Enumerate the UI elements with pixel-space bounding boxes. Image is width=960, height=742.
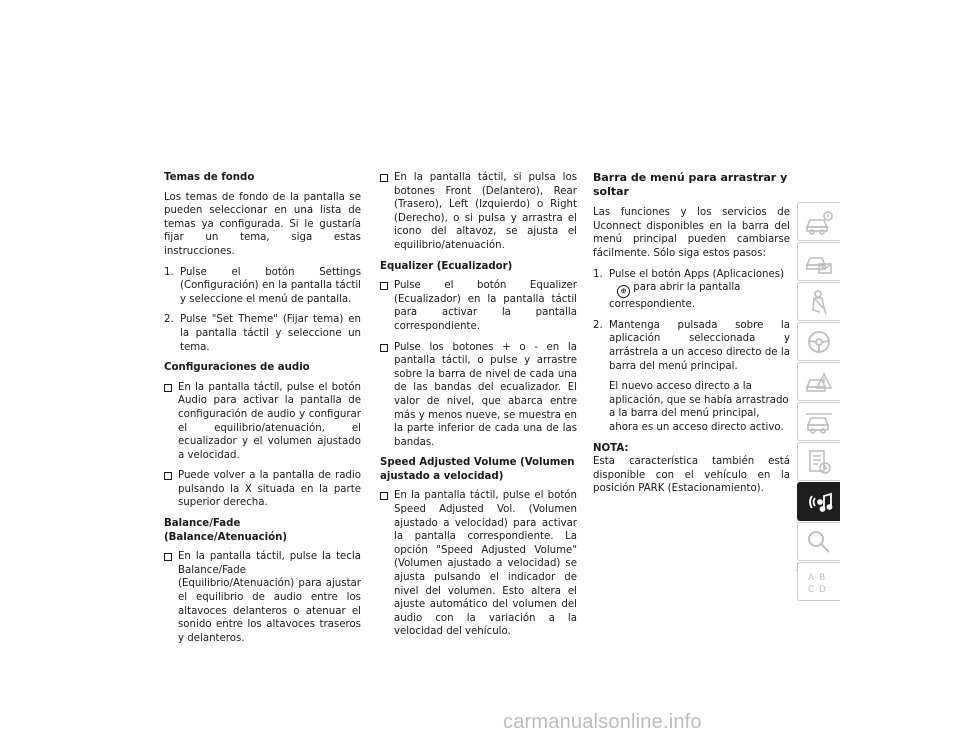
bullet-item — [164, 469, 361, 510]
step-item — [164, 313, 361, 354]
car-info-icon — [804, 208, 834, 236]
step-number: 1. — [593, 268, 603, 280]
watermark: carmanualsonline.info — [503, 711, 702, 733]
step-text: Mantenga pulsada sobre la aplicación seleccionada y arrástrela a un acceso directo de la barra del menú principal. — [609, 319, 790, 372]
step-note: El nuevo acceso directo a la aplicación, que se había arrastrado a la barra del menú principal, ahora es un acceso directo activo. — [609, 381, 789, 433]
step-number: 1. — [164, 266, 174, 278]
bullet-text: En la pantalla táctil, pulse el botón Speed Adjusted Vol. (Volumen ajustado a velocidad) para activar la pantalla correspondiente. La opción "Speed Adjusted Volume" (Volumen ajustado a velocidad) se ajusta pulsando el indicador de nivel del volumen. Esto altera el ajuste automático del volumen del audio con la variación a la velocidad del vehículo. — [394, 490, 577, 638]
warning-car-icon — [804, 368, 834, 396]
bullet-item — [380, 279, 577, 333]
bullet-item — [380, 171, 577, 253]
checkbox-bullet-icon — [380, 282, 388, 290]
tab-multimedia[interactable] — [797, 482, 840, 521]
svg-text:C: C — [808, 584, 815, 595]
heading-speed-adjusted-volume: Speed Adjusted Volume (Volumen ajustado a velocidad) — [380, 457, 575, 482]
heading-audio: Configuraciones de audio — [164, 362, 310, 374]
note-label: NOTA: — [593, 442, 629, 454]
column-right — [593, 171, 790, 503]
column-left — [164, 171, 361, 652]
bullet-item — [380, 341, 577, 450]
bullet-item — [164, 381, 361, 463]
heading-temas: Temas de fondo — [164, 172, 255, 183]
note-text: Esta característica también está disponible con el vehículo en la posición PARK (Estacionamiento). — [593, 456, 790, 495]
step-text: Pulse el botón Apps (Aplicaciones) — [609, 268, 785, 280]
svg-text:B: B — [819, 572, 826, 583]
checkbox-bullet-icon — [164, 553, 172, 561]
bullet-text: En la pantalla táctil, pulse la tecla Balance/Fade (Equilibrio/Atenuación) para ajustar el equilibrio de audio entre los altavoces delanteros o atenuar el sonido entre los altavoces traseros y delanteros. — [178, 551, 361, 644]
checkbox-bullet-icon — [164, 384, 172, 392]
column-middle — [380, 171, 577, 646]
step-text-continued: para abrir la pantalla correspondiente. — [609, 282, 741, 311]
svg-text:D: D — [819, 584, 826, 595]
bullet-text: En la pantalla táctil, pulse el botón Audio para activar la pantalla de configuración de audio y configurar el equilibrio/atenuación, el ecualizador y el volumen ajustado a velocidad. — [178, 381, 361, 461]
bullet-item — [164, 550, 361, 645]
service-car-icon — [804, 408, 834, 436]
heading-equalizer: Equalizer (Ecualizador) — [380, 260, 513, 272]
bullet-text: Pulse los botones + o - en la pantalla táctil, o pulse y arrastre sobre la barra de nivel de cada una de las bandas del ecualizador. El valor de nivel, que abarca entre más y menos nueve, se muestra en la parte inferior de cada una de las bandas. — [394, 341, 577, 448]
tab-index[interactable] — [797, 562, 840, 601]
step-item — [593, 319, 790, 373]
checkbox-bullet-icon — [380, 344, 388, 352]
checkbox-bullet-icon — [164, 472, 172, 480]
step-text: Pulse "Set Theme" (Fijar tema) en la pantalla táctil y seleccione un tema. — [180, 314, 361, 353]
steering-wheel-icon — [804, 328, 834, 356]
tab-search[interactable] — [797, 522, 840, 561]
step-text: Pulse el botón Settings (Configuración) en la pantalla táctil y seleccione el menú de pantalla. — [180, 266, 361, 305]
apps-icon: ⊕ — [617, 285, 630, 298]
step-number: 2. — [164, 314, 174, 326]
tab-steering-wheel[interactable] — [797, 322, 840, 361]
index-icon — [804, 568, 834, 596]
svg-text:A: A — [808, 572, 815, 583]
paragraph-temas: Los temas de fondo de la pantalla se pueden seleccionar en una lista de temas ya configurada. Si le gustaría fijar un tema, siga estas instrucciones. — [164, 191, 361, 257]
tab-car-message[interactable] — [797, 242, 840, 281]
paragraph-intro: Las funciones y los servicios de Uconnect disponibles en la barra del menú principal pueden cambiarse fácilmente. Sólo siga estos pasos: — [593, 207, 790, 259]
heading-menu-bar: Barra de menú para arrastrar y soltar — [593, 171, 788, 198]
step-number: 2. — [593, 319, 603, 331]
maintenance-list-icon — [804, 448, 834, 476]
bullet-text: Puede volver a la pantalla de radio pulsando la X situada en la parte superior derecha. — [178, 470, 361, 509]
tab-car-info[interactable] — [797, 202, 840, 241]
bullet-text: Pulse el botón Equalizer (Ecualizador) en la pantalla táctil para activar la pantalla correspondiente. — [394, 280, 577, 332]
bullet-item — [380, 489, 577, 639]
car-message-icon — [804, 248, 834, 276]
tab-maintenance-list[interactable] — [797, 442, 840, 481]
tab-seatbelt[interactable] — [797, 282, 840, 321]
checkbox-bullet-icon — [380, 492, 388, 500]
bullet-text: En la pantalla táctil, si pulsa los botones Front (Delantero), Rear (Trasero), Left (Izquierdo) o Right (Derecho), o si pulsa y arrastra el icono del altavoz, se ajusta el equilibrio/atenuación. — [394, 172, 577, 251]
step-item — [164, 266, 361, 307]
tab-warning-car[interactable] — [797, 362, 840, 401]
multimedia-icon — [804, 488, 834, 516]
tab-service-car[interactable] — [797, 402, 840, 441]
step-item — [593, 268, 790, 312]
chapter-tabs — [797, 202, 841, 602]
checkbox-bullet-icon — [380, 174, 388, 182]
search-icon — [804, 528, 834, 556]
seatbelt-icon — [804, 288, 834, 316]
heading-balance: Balance/Fade (Balance/Atenuación) — [164, 518, 288, 543]
